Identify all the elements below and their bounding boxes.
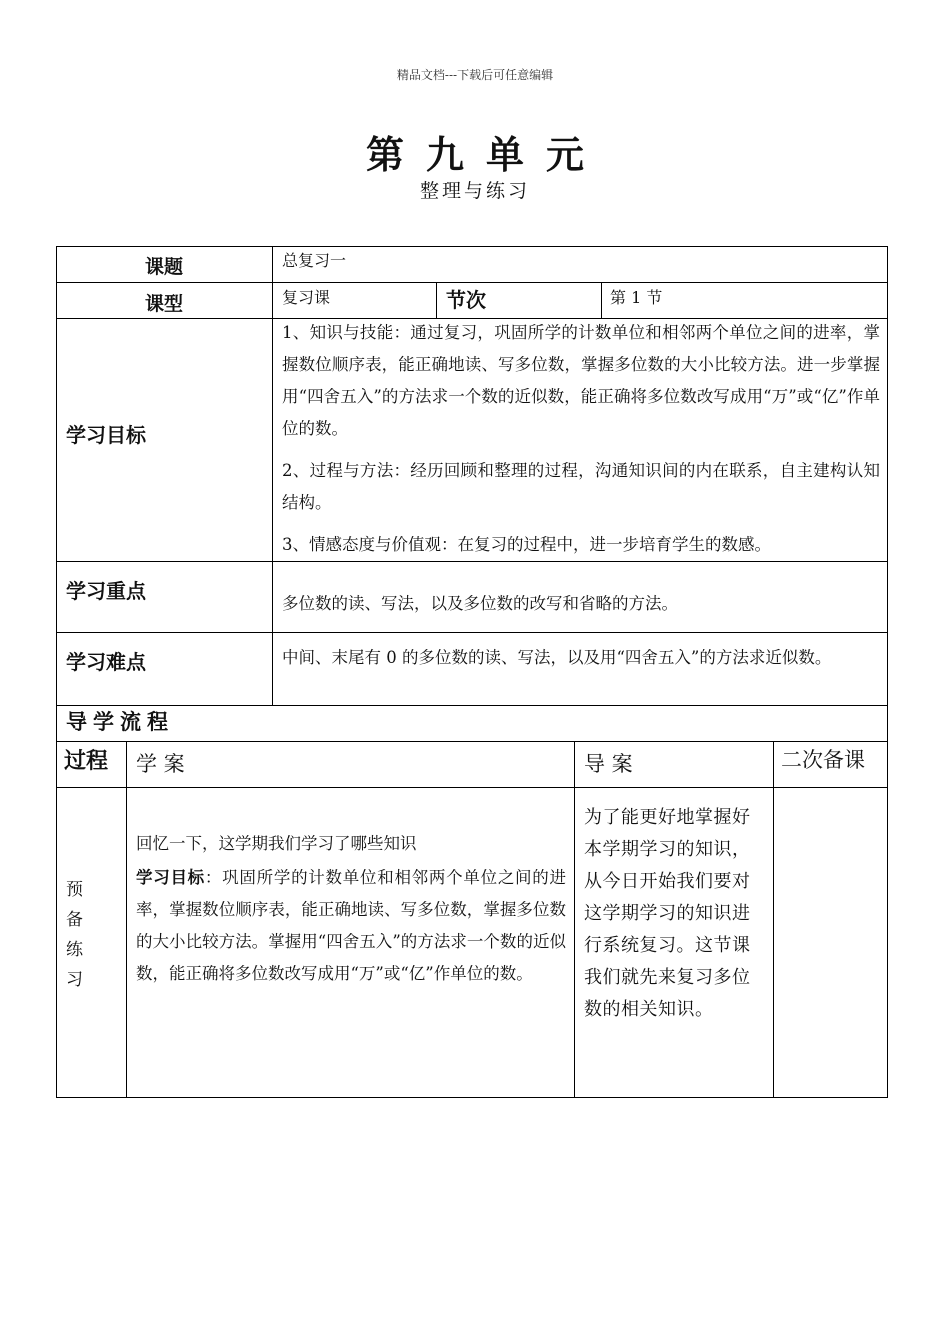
table-row-divider xyxy=(56,561,888,562)
table-right-border xyxy=(887,246,888,1098)
topic-value: 总复习一 xyxy=(282,251,347,270)
guide-text: 为了能更好地掌握好本学期学习的知识，从今日开始我们要对这学期学习的知识进行系统复习。这节课我们就先来复习多位数的相关知识。 xyxy=(584,807,751,1020)
table-row-divider xyxy=(56,632,888,633)
col-second-header: 二次备课 xyxy=(781,748,865,772)
label-column-divider xyxy=(272,246,273,706)
session-value: 第 1 节 xyxy=(610,288,663,307)
key-point-text: 多位数的读、写法，以及多位数的改写和省略的方法。 xyxy=(282,594,678,613)
goals-para-2: 2、过程与方法：经历回顾和整理的过程，沟通知识间的内在联系，自主建构认知结构。 xyxy=(282,461,880,512)
flow-column-divider xyxy=(773,741,774,1098)
study-goal-text: ：巩固所学的计数单位和相邻两个单位之间的进率，掌握数位顺序表，能正确地读、写多位数，掌握多位数的大小比较方法。掌握用“四舍五入”的方法求一个数的近似数，能正确将多位数改写成用“万”或“亿”作单位的数。 xyxy=(136,868,566,983)
table-left-border xyxy=(56,246,57,1098)
type-label: 课型 xyxy=(144,293,183,315)
study-intro: 回忆一下，这学期我们学习了哪些知识 xyxy=(136,834,417,853)
col-study-header: 学 案 xyxy=(136,752,185,776)
col-guide-header: 导 案 xyxy=(584,752,633,776)
page-subtitle: 整理与练习 xyxy=(419,180,530,202)
difficulty-label: 学习难点 xyxy=(66,650,146,674)
goals-para-3: 3、情感态度与价值观：在复习的过程中，进一步培育学生的数感。 xyxy=(282,535,771,554)
stage-label: 预备练习 xyxy=(66,880,83,990)
goals-label: 学习目标 xyxy=(66,423,146,447)
table-row-divider xyxy=(56,787,888,788)
study-goal xyxy=(136,862,566,990)
key-point-label: 学习重点 xyxy=(66,579,146,603)
type-row-divider xyxy=(601,282,602,319)
guide-content xyxy=(584,802,768,1026)
page-title: 第九单元 xyxy=(365,133,606,177)
col-process-header: 过程 xyxy=(64,749,109,774)
session-label: 节次 xyxy=(446,288,486,312)
flow-column-divider xyxy=(574,741,575,1098)
study-goal-label: 学习目标 xyxy=(136,868,205,887)
flow-column-divider xyxy=(126,741,127,1098)
table-row-divider xyxy=(56,741,888,742)
topic-label: 课题 xyxy=(144,256,183,278)
table-bottom-border xyxy=(56,1097,888,1098)
type-row-divider xyxy=(436,282,437,319)
table-row-divider xyxy=(56,282,888,283)
goals-para-1: 1、知识与技能：通过复习，巩固所学的计数单位和相邻两个单位之间的进率，掌握数位顺序表，能正确地读、写多位数，掌握多位数的大小比较方法。进一步掌握用“四舍五入”的方法求一个数的近似数，能正确将多位数改写成用“万”或“亿”作单位的数。 xyxy=(282,323,880,438)
difficulty-text: 中间、末尾有 0 的多位数的读、写法，以及用“四舍五入”的方法求近似数。 xyxy=(282,648,832,667)
header-note: 精品文档---下载后可任意编辑 xyxy=(396,68,554,82)
goals-content xyxy=(282,318,880,561)
study-content xyxy=(136,828,566,990)
flow-label: 导学流程 xyxy=(66,710,174,734)
type-value: 复习课 xyxy=(282,288,331,307)
table-top-border xyxy=(56,246,888,247)
